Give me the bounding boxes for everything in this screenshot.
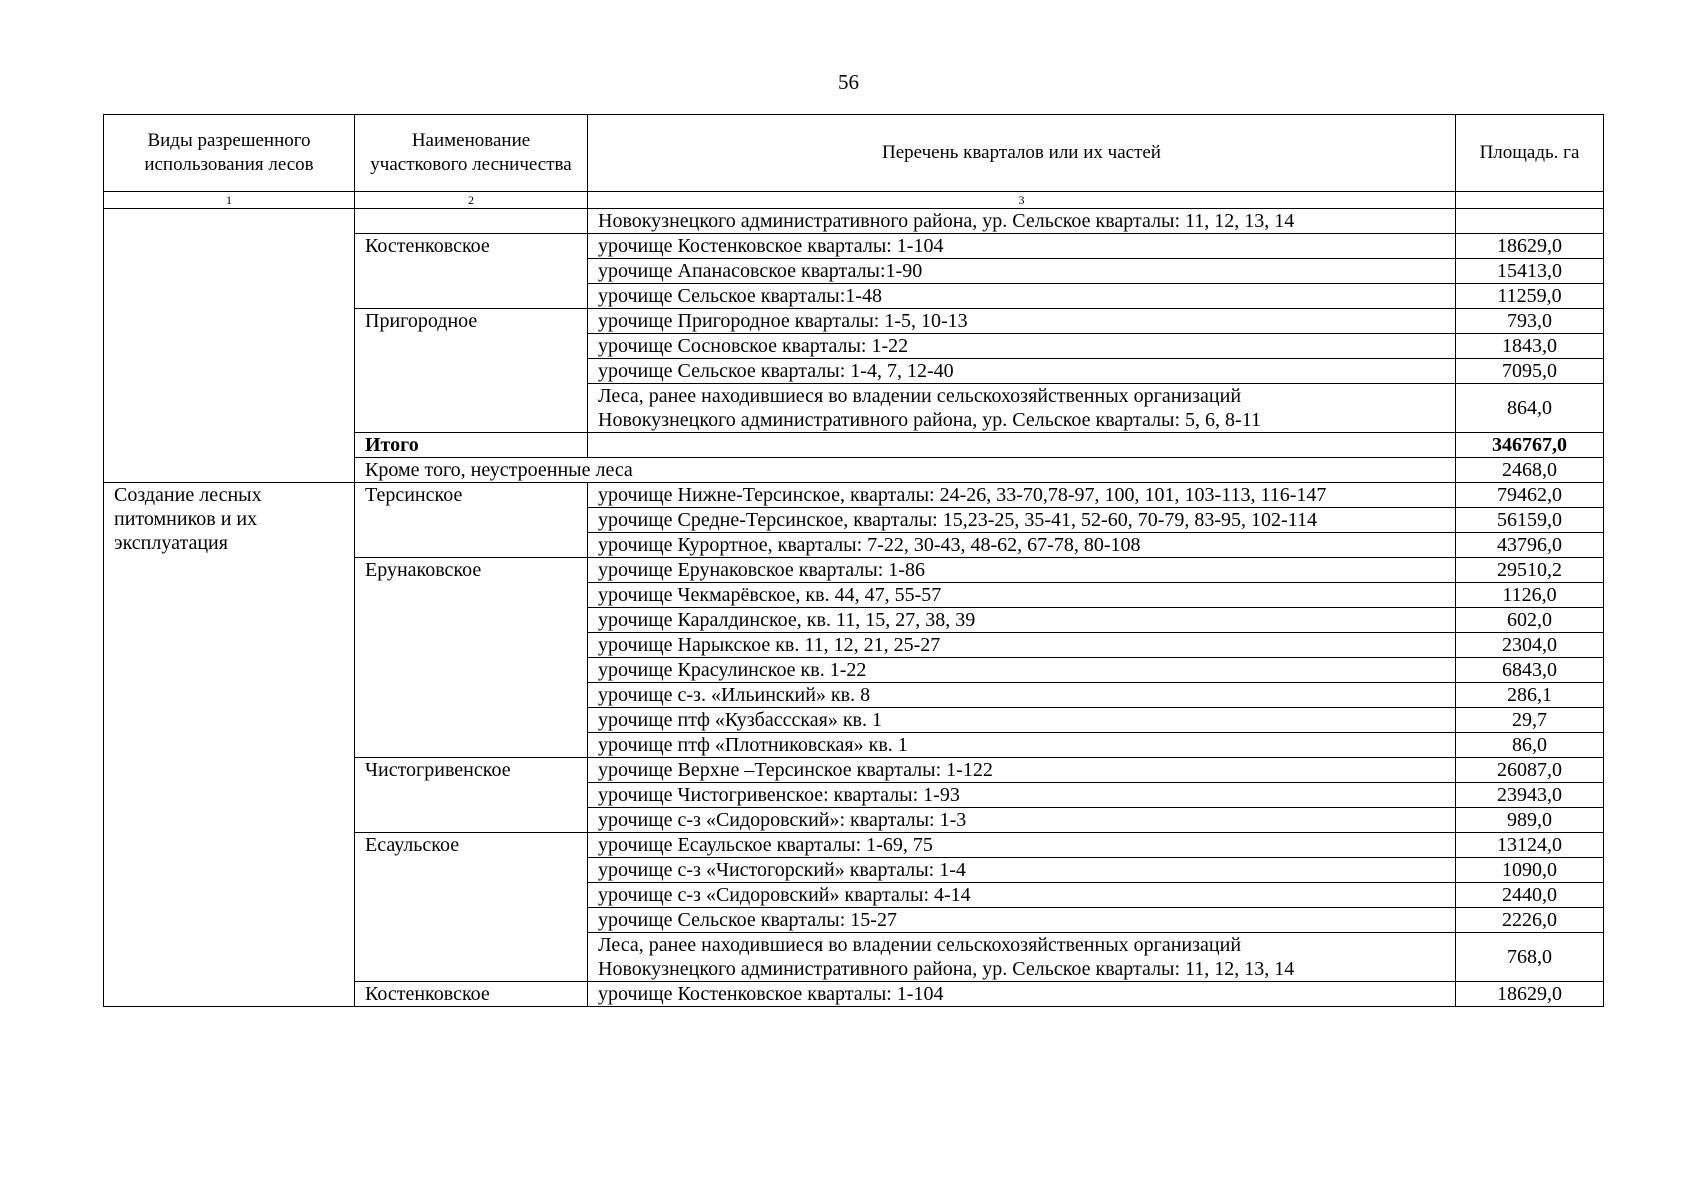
- quarters-cell: урочище с-з «Сидоровский» кварталы: 4-14: [588, 883, 1456, 908]
- table-row: [104, 209, 1604, 234]
- quarters-cell: урочище Апанасовское кварталы:1-90: [588, 259, 1456, 284]
- forestry-cell: Терсинское: [355, 483, 588, 558]
- unarranged-area: 2468,0: [1456, 458, 1604, 483]
- area-cell: 18629,0: [1456, 982, 1604, 1007]
- forestry-cell: Пригородное: [355, 309, 588, 433]
- forestry-cell: Костенковское: [355, 234, 588, 309]
- quarters-cell: урочище с-з. «Ильинский» кв. 8: [588, 683, 1456, 708]
- quarters-cell: урочище Чистогривенское: кварталы: 1-93: [588, 783, 1456, 808]
- area-cell: 768,0: [1456, 933, 1604, 982]
- area-cell: 602,0: [1456, 608, 1604, 633]
- area-cell: 1843,0: [1456, 334, 1604, 359]
- quarters-cell: урочище Ерунаковское кварталы: 1-86: [588, 558, 1456, 583]
- total-label: Итого: [355, 433, 588, 458]
- forestry-cell: Есаульское: [355, 833, 588, 982]
- area-cell: 56159,0: [1456, 508, 1604, 533]
- area-cell: 864,0: [1456, 384, 1604, 433]
- column-number-row: [104, 192, 1604, 209]
- quarters-cell: урочище с-з «Чистогорский» кварталы: 1-4: [588, 858, 1456, 883]
- quarters-line: Леса, ранее находившиеся во владении сельскохозяйственных организаций: [598, 934, 1242, 956]
- column-number-3: 3: [588, 192, 1456, 209]
- quarters-cell: урочище Нарыкское кв. 11, 12, 21, 25-27: [588, 633, 1456, 658]
- area-cell: 29510,2: [1456, 558, 1604, 583]
- area-cell: 23943,0: [1456, 783, 1604, 808]
- forestry-cell: Ерунаковское: [355, 558, 588, 758]
- forestry-cell: [355, 209, 588, 234]
- quarters-cell: урочище Верхне –Терсинское кварталы: 1-122: [588, 758, 1456, 783]
- quarters-cell: урочище Сосновское кварталы: 1-22: [588, 334, 1456, 359]
- quarters-cell: урочище Курортное, кварталы: 7-22, 30-43, 48-62, 67-78, 80-108: [588, 533, 1456, 558]
- forestry-cell: Чистогривенское: [355, 758, 588, 833]
- area-cell: 15413,0: [1456, 259, 1604, 284]
- header-area: Площадь. га: [1456, 115, 1604, 192]
- quarters-cell: [588, 384, 1456, 433]
- quarters-line: Леса, ранее находившиеся во владении сельскохозяйственных организаций: [598, 385, 1242, 407]
- column-number-4: [1456, 192, 1604, 209]
- area-cell: 793,0: [1456, 309, 1604, 334]
- unarranged-label: Кроме того, неустроенные леса: [355, 458, 1456, 483]
- area-cell: 29,7: [1456, 708, 1604, 733]
- area-cell: 26087,0: [1456, 758, 1604, 783]
- area-cell: 13124,0: [1456, 833, 1604, 858]
- area-cell: 43796,0: [1456, 533, 1604, 558]
- quarters-line: Новокузнецкого административного района, ур. Сельское кварталы: 11, 12, 13, 14: [598, 958, 1295, 980]
- use-type-cell: Создание лесных питомников и их эксплуатация: [104, 483, 355, 1007]
- area-cell: 286,1: [1456, 683, 1604, 708]
- area-cell: 86,0: [1456, 733, 1604, 758]
- quarters-cell: урочище Каралдинское, кв. 11, 15, 27, 38, 39: [588, 608, 1456, 633]
- quarters-cell: Новокузнецкого административного района, ур. Сельское кварталы: 11, 12, 13, 14: [588, 209, 1456, 234]
- table-header-row: [104, 115, 1604, 192]
- page-number: 56: [838, 70, 859, 94]
- area-cell: 989,0: [1456, 808, 1604, 833]
- area-cell: 79462,0: [1456, 483, 1604, 508]
- column-number-2: 2: [355, 192, 588, 209]
- quarters-cell: урочище Сельское кварталы: 15-27: [588, 908, 1456, 933]
- quarters-cell: урочище Красулинское кв. 1-22: [588, 658, 1456, 683]
- quarters-line: Новокузнецкого административного района, ур. Сельское кварталы: 5, 6, 8-11: [598, 409, 1261, 431]
- area-cell: [1456, 209, 1604, 234]
- quarters-cell: урочище Чекмарёвское, кв. 44, 47, 55-57: [588, 583, 1456, 608]
- quarters-cell: урочище Есаульское кварталы: 1-69, 75: [588, 833, 1456, 858]
- quarters-cell: урочище птф «Кузбасcская» кв. 1: [588, 708, 1456, 733]
- area-cell: 1090,0: [1456, 858, 1604, 883]
- quarters-cell: урочище птф «Плотниковская» кв. 1: [588, 733, 1456, 758]
- area-cell: 18629,0: [1456, 234, 1604, 259]
- column-number-1: 1: [104, 192, 355, 209]
- area-cell: 7095,0: [1456, 359, 1604, 384]
- total-area: 346767,0: [1456, 433, 1604, 458]
- area-cell: 11259,0: [1456, 284, 1604, 309]
- quarters-cell: урочище с-з «Сидоровский»: кварталы: 1-3: [588, 808, 1456, 833]
- quarters-cell: урочище Нижне-Терсинское, кварталы: 24-26, 33-70,78-97, 100, 101, 103-113, 116-147: [588, 483, 1456, 508]
- quarters-cell: урочище Костенковское кварталы: 1-104: [588, 234, 1456, 259]
- quarters-cell: [588, 433, 1456, 458]
- quarters-cell: урочище Средне-Терсинское, кварталы: 15,23-25, 35-41, 52-60, 70-79, 83-95, 102-114: [588, 508, 1456, 533]
- area-cell: 2226,0: [1456, 908, 1604, 933]
- quarters-cell: урочище Костенковское кварталы: 1-104: [588, 982, 1456, 1007]
- header-quarters-list: Перечень кварталов или их частей: [588, 115, 1456, 192]
- area-cell: 6843,0: [1456, 658, 1604, 683]
- area-cell: 2304,0: [1456, 633, 1604, 658]
- forest-quarters-table: [103, 114, 1604, 1007]
- table-row: [104, 483, 1604, 508]
- quarters-cell: урочище Пригородное кварталы: 1-5, 10-13: [588, 309, 1456, 334]
- quarters-cell: урочище Сельское кварталы:1-48: [588, 284, 1456, 309]
- forestry-cell: Костенковское: [355, 982, 588, 1007]
- quarters-cell: урочище Сельское кварталы: 1-4, 7, 12-40: [588, 359, 1456, 384]
- header-use-type: Виды разрешенного использования лесов: [104, 115, 355, 192]
- use-type-cell: [104, 209, 355, 483]
- area-cell: 1126,0: [1456, 583, 1604, 608]
- area-cell: 2440,0: [1456, 883, 1604, 908]
- header-forestry-name: Наименование участкового лесничества: [355, 115, 588, 192]
- quarters-cell: [588, 933, 1456, 982]
